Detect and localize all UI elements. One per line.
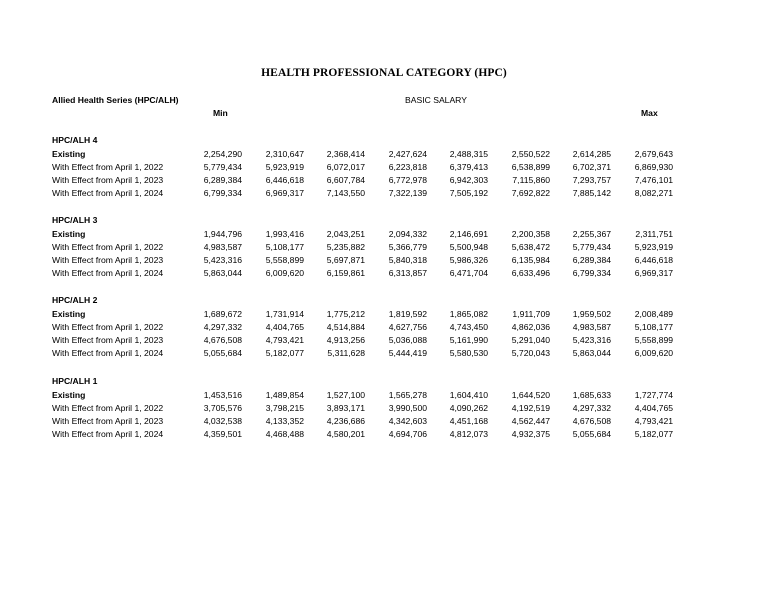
table-row xyxy=(52,148,692,161)
salary-cell: 4,676,508 xyxy=(572,416,611,426)
salary-cell: 1,944,796 xyxy=(203,229,242,239)
salary-cell: 1,527,100 xyxy=(326,390,365,400)
grade-heading: HPC/ALH 4 xyxy=(52,135,98,145)
row-label: With Effect from April 1, 2023 xyxy=(52,255,164,265)
salary-cell: 6,702,371 xyxy=(572,162,611,172)
salary-cell: 1,685,633 xyxy=(572,390,611,400)
salary-cell: 4,359,501 xyxy=(203,429,242,439)
salary-cell: 4,932,375 xyxy=(511,429,550,439)
salary-cell: 1,727,774 xyxy=(634,390,673,400)
salary-cell: 4,297,332 xyxy=(203,322,242,332)
table-row xyxy=(52,334,692,347)
table-row xyxy=(52,254,692,267)
salary-cell: 5,863,044 xyxy=(572,348,611,358)
salary-cell: 4,514,884 xyxy=(326,322,365,332)
salary-cell: 5,161,990 xyxy=(449,335,488,345)
salary-cell: 7,322,139 xyxy=(388,188,427,198)
salary-cell: 2,008,489 xyxy=(634,309,673,319)
salary-cell: 4,676,508 xyxy=(203,335,242,345)
salary-cell: 4,192,519 xyxy=(511,403,550,413)
salary-cell: 5,444,419 xyxy=(388,348,427,358)
salary-cell: 5,055,684 xyxy=(203,348,242,358)
salary-cell: 6,942,303 xyxy=(449,175,488,185)
salary-cell: 2,200,358 xyxy=(511,229,550,239)
salary-cell: 6,799,334 xyxy=(203,188,242,198)
salary-cell: 4,404,765 xyxy=(265,322,304,332)
salary-cell: 6,446,618 xyxy=(265,175,304,185)
salary-cell: 4,297,332 xyxy=(572,403,611,413)
salary-cell: 5,036,088 xyxy=(388,335,427,345)
row-label: Existing xyxy=(52,390,86,400)
salary-cell: 2,427,624 xyxy=(388,149,427,159)
salary-cell: 6,538,899 xyxy=(511,162,550,172)
salary-cell: 4,913,256 xyxy=(326,335,365,345)
salary-cell: 5,423,316 xyxy=(572,335,611,345)
salary-cell: 5,697,871 xyxy=(326,255,365,265)
salary-cell: 1,453,516 xyxy=(203,390,242,400)
table-row xyxy=(52,389,692,402)
row-label: Existing xyxy=(52,309,86,319)
salary-cell: 4,743,450 xyxy=(449,322,488,332)
salary-cell: 5,779,434 xyxy=(203,162,242,172)
salary-cell: 1,689,672 xyxy=(203,309,242,319)
salary-cell: 5,423,316 xyxy=(203,255,242,265)
salary-cell: 4,983,587 xyxy=(572,322,611,332)
table-row xyxy=(52,228,692,241)
document-title: HEALTH PROFESSIONAL CATEGORY (HPC) xyxy=(261,67,507,79)
salary-cell: 2,368,414 xyxy=(326,149,365,159)
salary-cell: 3,893,171 xyxy=(326,403,365,413)
row-label: Existing xyxy=(52,149,86,159)
salary-cell: 4,793,421 xyxy=(634,416,673,426)
salary-cell: 5,840,318 xyxy=(388,255,427,265)
salary-cell: 7,692,822 xyxy=(511,188,550,198)
salary-cell: 2,146,691 xyxy=(449,229,488,239)
salary-cell: 6,633,496 xyxy=(511,268,550,278)
salary-cell: 5,986,326 xyxy=(449,255,488,265)
salary-cell: 1,819,592 xyxy=(388,309,427,319)
salary-cell: 6,607,784 xyxy=(326,175,365,185)
row-label: With Effect from April 1, 2023 xyxy=(52,335,164,345)
salary-cell: 6,869,930 xyxy=(634,162,673,172)
salary-cell: 2,310,647 xyxy=(265,149,304,159)
salary-cell: 1,775,212 xyxy=(326,309,365,319)
salary-cell: 2,550,522 xyxy=(511,149,550,159)
salary-cell: 4,812,073 xyxy=(449,429,488,439)
grade-heading: HPC/ALH 2 xyxy=(52,295,98,305)
salary-cell: 6,289,384 xyxy=(572,255,611,265)
table-row xyxy=(52,241,692,254)
salary-cell: 5,558,899 xyxy=(265,255,304,265)
salary-cell: 6,772,978 xyxy=(388,175,427,185)
salary-cell: 6,799,334 xyxy=(572,268,611,278)
salary-cell: 1,604,410 xyxy=(449,390,488,400)
salary-cell: 3,990,500 xyxy=(388,403,427,413)
salary-cell: 4,627,756 xyxy=(388,322,427,332)
salary-cell: 5,580,530 xyxy=(449,348,488,358)
table-row xyxy=(52,415,692,428)
salary-cell: 5,182,077 xyxy=(265,348,304,358)
salary-cell: 4,032,538 xyxy=(203,416,242,426)
salary-cell: 1,731,914 xyxy=(265,309,304,319)
table-row xyxy=(52,428,692,441)
salary-cell: 4,090,262 xyxy=(449,403,488,413)
series-title: Allied Health Series (HPC/ALH) xyxy=(52,95,179,105)
salary-cell: 7,115,860 xyxy=(512,175,550,185)
table-row xyxy=(52,267,692,280)
salary-cell: 5,923,919 xyxy=(265,162,304,172)
salary-cell: 4,342,603 xyxy=(388,416,427,426)
salary-cell: 6,009,620 xyxy=(265,268,304,278)
salary-cell: 6,446,618 xyxy=(634,255,673,265)
table-row xyxy=(52,308,692,321)
salary-cell: 7,476,101 xyxy=(634,175,673,185)
row-label: With Effect from April 1, 2023 xyxy=(52,416,164,426)
salary-cell: 2,254,290 xyxy=(203,149,242,159)
salary-cell: 4,862,036 xyxy=(511,322,550,332)
salary-cell: 4,133,352 xyxy=(265,416,304,426)
table-row xyxy=(52,402,692,415)
salary-cell: 4,404,765 xyxy=(634,403,673,413)
salary-cell: 6,223,818 xyxy=(388,162,427,172)
salary-cell: 4,468,488 xyxy=(265,429,304,439)
row-label: With Effect from April 1, 2022 xyxy=(52,242,164,252)
salary-cell: 4,236,686 xyxy=(326,416,365,426)
salary-cell: 4,451,168 xyxy=(449,416,488,426)
salary-cell: 4,793,421 xyxy=(265,335,304,345)
salary-cell: 5,779,434 xyxy=(572,242,611,252)
salary-cell: 1,489,854 xyxy=(265,390,304,400)
salary-cell: 3,705,576 xyxy=(203,403,242,413)
salary-cell: 5,638,472 xyxy=(511,242,550,252)
salary-cell: 7,885,142 xyxy=(572,188,611,198)
salary-cell: 5,500,948 xyxy=(449,242,488,252)
salary-cell: 2,679,643 xyxy=(634,149,673,159)
salary-cell: 6,471,704 xyxy=(449,268,488,278)
salary-cell: 1,644,520 xyxy=(511,390,550,400)
salary-cell: 7,143,550 xyxy=(326,188,365,198)
row-label: Existing xyxy=(52,229,86,239)
salary-cell: 4,694,706 xyxy=(388,429,427,439)
salary-cell: 6,969,317 xyxy=(265,188,304,198)
salary-cell: 5,558,899 xyxy=(634,335,673,345)
salary-cell: 6,969,317 xyxy=(634,268,673,278)
salary-cell: 2,043,251 xyxy=(326,229,365,239)
table-row xyxy=(52,321,692,334)
salary-cell: 4,983,587 xyxy=(203,242,242,252)
salary-cell: 5,366,779 xyxy=(388,242,427,252)
salary-cell: 6,313,857 xyxy=(388,268,427,278)
salary-cell: 6,135,984 xyxy=(511,255,550,265)
salary-cell: 2,614,285 xyxy=(572,149,611,159)
salary-cell: 5,311,628 xyxy=(327,348,365,358)
row-label: With Effect from April 1, 2023 xyxy=(52,175,164,185)
salary-cell: 2,488,315 xyxy=(449,149,488,159)
salary-cell: 5,108,177 xyxy=(265,242,304,252)
salary-cell: 2,255,367 xyxy=(572,229,611,239)
salary-cell: 5,182,077 xyxy=(634,429,673,439)
salary-cell: 5,720,043 xyxy=(511,348,550,358)
min-column-label: Min xyxy=(213,108,228,118)
row-label: With Effect from April 1, 2024 xyxy=(52,188,164,198)
row-label: With Effect from April 1, 2024 xyxy=(52,268,164,278)
salary-cell: 7,293,757 xyxy=(572,175,611,185)
salary-cell: 1,911,709 xyxy=(512,309,550,319)
table-row xyxy=(52,161,692,174)
row-label: With Effect from April 1, 2024 xyxy=(52,429,164,439)
salary-cell: 6,072,017 xyxy=(326,162,365,172)
row-label: With Effect from April 1, 2022 xyxy=(52,162,164,172)
salary-cell: 5,235,882 xyxy=(326,242,365,252)
grade-heading: HPC/ALH 1 xyxy=(52,376,98,386)
row-label: With Effect from April 1, 2022 xyxy=(52,322,164,332)
salary-cell: 1,959,502 xyxy=(572,309,611,319)
grade-heading: HPC/ALH 3 xyxy=(52,215,98,225)
salary-cell: 8,082,271 xyxy=(634,188,673,198)
salary-cell: 6,379,413 xyxy=(449,162,488,172)
salary-cell: 6,159,861 xyxy=(326,268,365,278)
table-row xyxy=(52,187,692,200)
table-row xyxy=(52,174,692,187)
salary-cell: 6,289,384 xyxy=(203,175,242,185)
salary-cell: 1,565,278 xyxy=(388,390,427,400)
salary-cell: 7,505,192 xyxy=(449,188,488,198)
salary-cell: 4,580,201 xyxy=(326,429,365,439)
salary-cell: 4,562,447 xyxy=(511,416,550,426)
salary-cell: 1,865,082 xyxy=(449,309,488,319)
salary-cell: 3,798,215 xyxy=(265,403,304,413)
salary-cell: 1,993,416 xyxy=(265,229,304,239)
salary-cell: 5,863,044 xyxy=(203,268,242,278)
salary-cell: 5,055,684 xyxy=(572,429,611,439)
table-row xyxy=(52,347,692,360)
salary-cell: 6,009,620 xyxy=(634,348,673,358)
row-label: With Effect from April 1, 2024 xyxy=(52,348,164,358)
salary-cell: 5,108,177 xyxy=(634,322,673,332)
salary-cell: 2,094,332 xyxy=(388,229,427,239)
salary-cell: 2,311,751 xyxy=(635,229,673,239)
basic-salary-header: BASIC SALARY xyxy=(405,95,467,105)
salary-cell: 5,923,919 xyxy=(634,242,673,252)
max-column-label: Max xyxy=(641,108,658,118)
row-label: With Effect from April 1, 2022 xyxy=(52,403,164,413)
salary-cell: 5,291,040 xyxy=(511,335,550,345)
